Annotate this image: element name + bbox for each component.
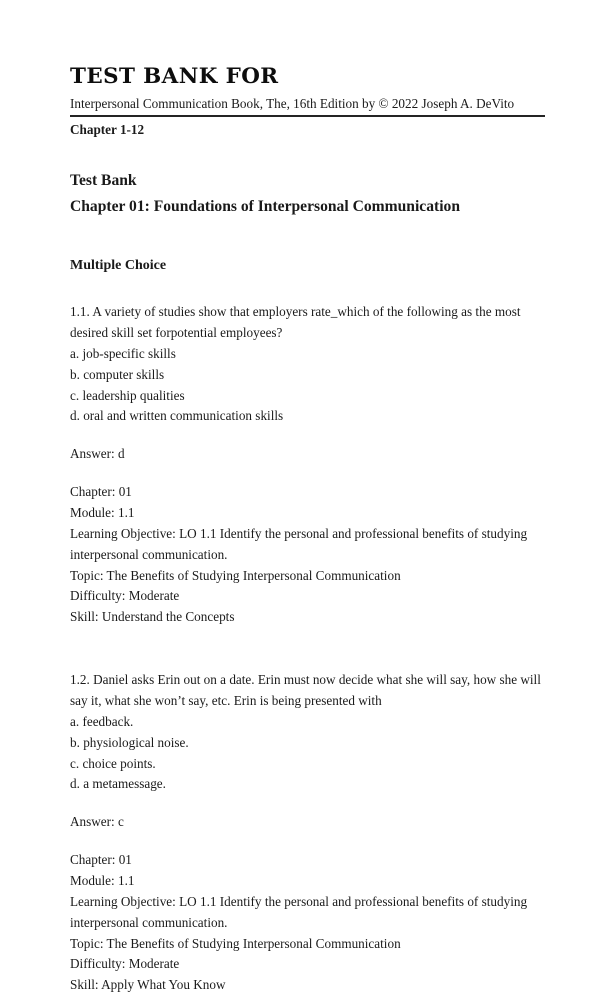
meta-difficulty: Difficulty: Moderate xyxy=(70,956,180,972)
meta-skill: Skill: Apply What You Know xyxy=(70,977,226,993)
masthead-title: TEST BANK FOR xyxy=(70,63,279,88)
option-c[interactable]: c. leadership qualities xyxy=(70,387,185,403)
chapter-range-label: Chapter 1-12 xyxy=(70,121,145,137)
meta-topic: Topic: The Benefits of Studying Interpersonal Communication xyxy=(70,567,401,583)
option-d[interactable]: d. a metamessage. xyxy=(70,776,166,792)
question-options xyxy=(70,344,546,427)
answer-line: Answer: d xyxy=(70,446,125,462)
option-b[interactable]: b. computer skills xyxy=(70,366,165,382)
chapter-title-heading: Chapter 01: Foundations of Interpersonal Communication xyxy=(70,198,461,216)
meta-chapter: Chapter: 01 xyxy=(70,484,132,500)
test-bank-heading: Test Bank xyxy=(70,172,137,190)
masthead xyxy=(70,64,546,138)
meta-chapter: Chapter: 01 xyxy=(70,852,132,868)
meta-module: Module: 1.1 xyxy=(70,504,135,520)
meta-module: Module: 1.1 xyxy=(70,872,135,888)
multiple-choice-heading: Multiple Choice xyxy=(70,258,167,274)
question-spacer xyxy=(70,628,546,644)
option-b[interactable]: b. physiological noise. xyxy=(70,734,189,750)
page-content xyxy=(70,64,546,996)
question-options xyxy=(70,712,546,795)
meta-skill: Skill: Understand the Concepts xyxy=(70,609,235,625)
question-block xyxy=(70,302,546,628)
meta-topic: Topic: The Benefits of Studying Interpersonal Communication xyxy=(70,935,401,951)
masthead-subtitle: Interpersonal Communication Book, The, 16th Edition by © 2022 Joseph A. DeVito xyxy=(70,95,515,111)
question-stem: 1.1. A variety of studies show that employers rate_which of the following as the most desired skill set forpotential employees? xyxy=(70,304,521,340)
question-metadata xyxy=(70,850,546,996)
option-a[interactable]: a. job-specific skills xyxy=(70,345,176,361)
option-d[interactable]: d. oral and written communication skills xyxy=(70,408,284,424)
question-metadata xyxy=(70,482,546,628)
answer-line: Answer: c xyxy=(70,814,124,830)
option-c[interactable]: c. choice points. xyxy=(70,755,156,771)
question-stem: 1.2. Daniel asks Erin out on a date. Erin must now decide what she will say, how she will say it, what she won’t say, etc. Erin is being presented with xyxy=(70,672,541,708)
meta-learning-objective: Learning Objective: LO 1.1 Identify the personal and professional benefits of studying interpersonal communication. xyxy=(70,525,528,562)
meta-learning-objective: Learning Objective: LO 1.1 Identify the personal and professional benefits of studying interpersonal communication. xyxy=(70,893,528,930)
meta-difficulty: Difficulty: Moderate xyxy=(70,588,180,604)
header-divider xyxy=(70,115,545,117)
question-block xyxy=(70,670,546,996)
option-a[interactable]: a. feedback. xyxy=(70,713,134,729)
